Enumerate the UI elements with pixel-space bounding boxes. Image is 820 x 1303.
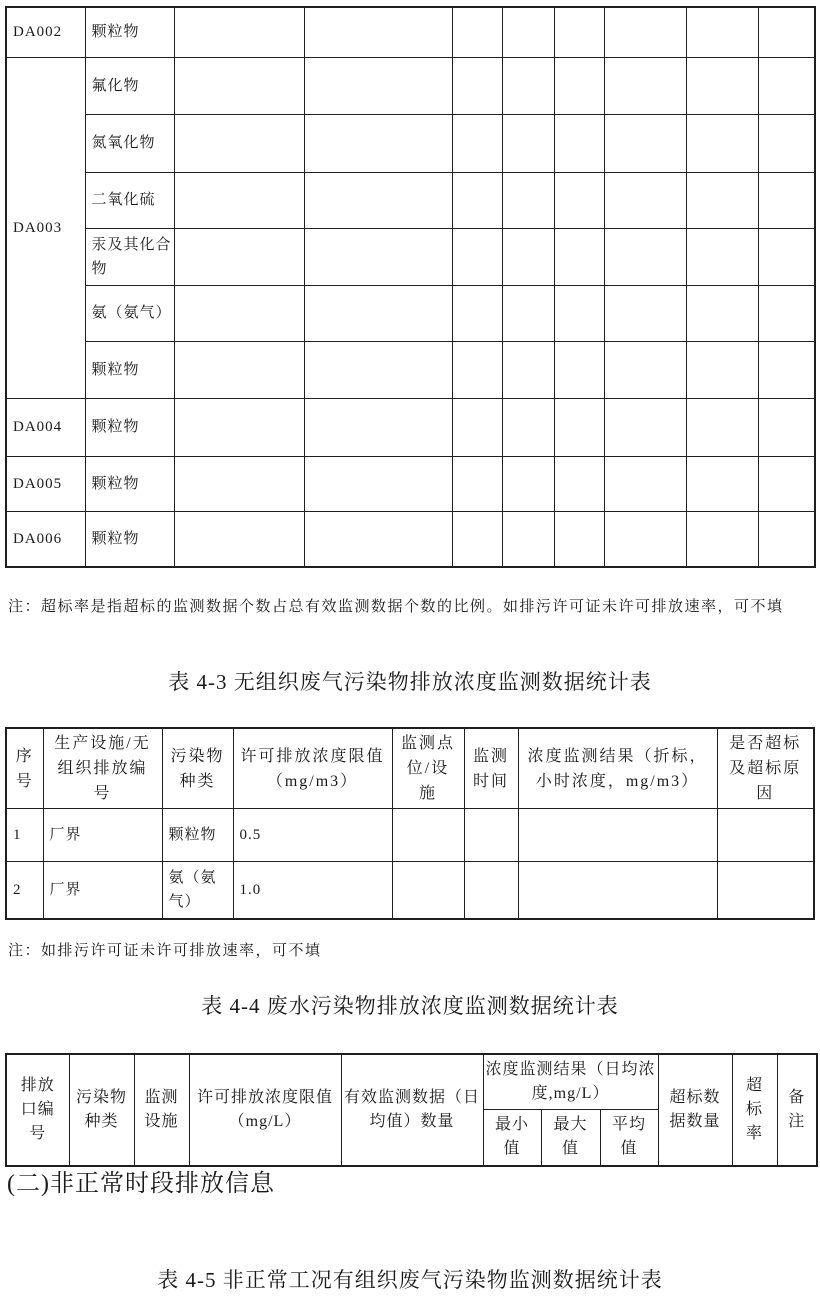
empty-cell bbox=[758, 456, 815, 511]
empty-cell bbox=[174, 172, 304, 228]
empty-cell bbox=[686, 456, 758, 511]
empty-cell bbox=[686, 114, 758, 172]
empty-cell bbox=[686, 398, 758, 456]
empty-cell bbox=[554, 285, 604, 341]
empty-cell bbox=[392, 862, 464, 919]
empty-cell bbox=[717, 862, 814, 919]
empty-cell bbox=[518, 862, 717, 919]
pollutant-cell: 颗粒物 bbox=[85, 7, 174, 57]
empty-cell bbox=[304, 172, 452, 228]
limit-cell: 1.0 bbox=[233, 862, 392, 919]
empty-cell bbox=[174, 398, 304, 456]
empty-cell bbox=[464, 862, 518, 919]
empty-cell bbox=[604, 285, 686, 341]
note-exceedance-rate: 注：超标率是指超标的监测数据个数占总有效监测数据个数的比例。如排污许可证未许可排放速率，可不填 bbox=[8, 599, 784, 615]
empty-cell bbox=[758, 172, 815, 228]
empty-cell bbox=[554, 57, 604, 114]
empty-cell bbox=[174, 57, 304, 114]
pollutant-cell: 汞及其化合物 bbox=[85, 228, 174, 285]
table-row bbox=[6, 398, 815, 456]
table-row bbox=[6, 285, 815, 341]
empty-cell bbox=[604, 228, 686, 285]
col-header-valid-count: 有效监测数据（日均值）数量 bbox=[341, 1054, 483, 1166]
empty-cell bbox=[304, 114, 452, 172]
header-row bbox=[6, 728, 814, 809]
empty-cell bbox=[686, 7, 758, 57]
empty-cell bbox=[452, 114, 502, 172]
empty-cell bbox=[452, 7, 502, 57]
table-row bbox=[6, 341, 815, 398]
empty-cell bbox=[304, 57, 452, 114]
outlet-code-cell: DA002 bbox=[6, 7, 85, 57]
fugitive-waste-gas-table bbox=[5, 727, 815, 920]
empty-cell bbox=[452, 511, 502, 567]
empty-cell bbox=[554, 398, 604, 456]
empty-cell bbox=[758, 398, 815, 456]
empty-cell bbox=[758, 57, 815, 114]
index-cell: 1 bbox=[6, 809, 43, 862]
table-row bbox=[6, 57, 815, 114]
empty-cell bbox=[304, 7, 452, 57]
empty-cell bbox=[717, 809, 814, 862]
empty-cell bbox=[452, 341, 502, 398]
index-cell: 2 bbox=[6, 862, 43, 919]
col-header-result-group: 浓度监测结果（日均浓度,mg/L） bbox=[483, 1054, 658, 1109]
empty-cell bbox=[554, 341, 604, 398]
empty-cell bbox=[554, 511, 604, 567]
col-header-avg: 平均值 bbox=[600, 1109, 658, 1166]
empty-cell bbox=[604, 7, 686, 57]
col-header-point: 监测点位/设施 bbox=[392, 728, 464, 809]
note-permit-rate: 注：如排污许可证未许可排放速率，可不填 bbox=[8, 943, 322, 959]
empty-cell bbox=[604, 341, 686, 398]
col-header-pollutant: 污染物种类 bbox=[162, 728, 233, 809]
limit-cell: 0.5 bbox=[233, 809, 392, 862]
table-4-4-title: 表 4-4 废水污染物排放浓度监测数据统计表 bbox=[201, 994, 619, 1018]
section-heading-abnormal-period: (二)非正常时段排放信息 bbox=[7, 1171, 275, 1197]
empty-cell bbox=[686, 228, 758, 285]
empty-cell bbox=[174, 228, 304, 285]
empty-cell bbox=[554, 228, 604, 285]
empty-cell bbox=[758, 511, 815, 567]
col-header-time: 监测时间 bbox=[464, 728, 518, 809]
pollutant-cell: 颗粒物 bbox=[85, 341, 174, 398]
col-header-pollutant: 污染物种类 bbox=[69, 1054, 134, 1166]
empty-cell bbox=[758, 114, 815, 172]
empty-cell bbox=[502, 172, 554, 228]
empty-cell bbox=[304, 456, 452, 511]
empty-cell bbox=[502, 398, 554, 456]
empty-cell bbox=[174, 7, 304, 57]
empty-cell bbox=[604, 456, 686, 511]
empty-cell bbox=[686, 341, 758, 398]
col-header-limit: 许可排放浓度限值（mg/m3） bbox=[233, 728, 392, 809]
empty-cell bbox=[174, 456, 304, 511]
col-header-max: 最大值 bbox=[541, 1109, 600, 1166]
empty-cell bbox=[464, 809, 518, 862]
empty-cell bbox=[686, 172, 758, 228]
col-header-remark: 备注 bbox=[777, 1054, 817, 1166]
col-header-min: 最小值 bbox=[483, 1109, 541, 1166]
empty-cell bbox=[502, 456, 554, 511]
outlet-code-cell: DA003 bbox=[6, 57, 85, 398]
pollutant-cell: 氨（氨气） bbox=[162, 862, 233, 919]
empty-cell bbox=[758, 228, 815, 285]
col-header-facility: 生产设施/无组织排放编号 bbox=[43, 728, 162, 809]
empty-cell bbox=[758, 285, 815, 341]
empty-cell bbox=[452, 228, 502, 285]
table-row bbox=[6, 456, 815, 511]
empty-cell bbox=[452, 456, 502, 511]
col-header-outlet: 排放口编号 bbox=[6, 1054, 69, 1166]
empty-cell bbox=[502, 57, 554, 114]
empty-cell bbox=[554, 456, 604, 511]
table-row bbox=[6, 114, 815, 172]
pollutant-cell: 颗粒物 bbox=[85, 456, 174, 511]
pollutant-cell: 氮氧化物 bbox=[85, 114, 174, 172]
col-header-index: 序号 bbox=[6, 728, 43, 809]
table-4-3-title: 表 4-3 无组织废气污染物排放浓度监测数据统计表 bbox=[168, 670, 652, 694]
outlet-code-cell: DA005 bbox=[6, 456, 85, 511]
empty-cell bbox=[304, 228, 452, 285]
facility-cell: 厂界 bbox=[43, 862, 162, 919]
empty-cell bbox=[554, 7, 604, 57]
col-header-result: 浓度监测结果（折标，小时浓度，mg/m3） bbox=[518, 728, 717, 809]
empty-cell bbox=[502, 511, 554, 567]
col-header-facility: 监测设施 bbox=[134, 1054, 189, 1166]
wastewater-monitoring-table bbox=[5, 1053, 818, 1167]
empty-cell bbox=[304, 285, 452, 341]
empty-cell bbox=[604, 114, 686, 172]
empty-cell bbox=[604, 398, 686, 456]
empty-cell bbox=[604, 511, 686, 567]
col-header-limit: 许可排放浓度限值（mg/L） bbox=[189, 1054, 341, 1166]
table-row bbox=[6, 511, 815, 567]
empty-cell bbox=[392, 809, 464, 862]
table-4-5-title: 表 4-5 非正常工况有组织废气污染物监测数据统计表 bbox=[157, 1268, 663, 1292]
empty-cell bbox=[452, 285, 502, 341]
empty-cell bbox=[502, 341, 554, 398]
empty-cell bbox=[174, 511, 304, 567]
pollutant-cell: 颗粒物 bbox=[162, 809, 233, 862]
empty-cell bbox=[604, 172, 686, 228]
table-row bbox=[6, 7, 815, 57]
pollutant-cell: 颗粒物 bbox=[85, 398, 174, 456]
empty-cell bbox=[554, 172, 604, 228]
empty-cell bbox=[452, 57, 502, 114]
empty-cell bbox=[174, 341, 304, 398]
empty-cell bbox=[502, 114, 554, 172]
empty-cell bbox=[174, 114, 304, 172]
pollutant-cell: 氟化物 bbox=[85, 57, 174, 114]
outlet-code-cell: DA006 bbox=[6, 511, 85, 567]
empty-cell bbox=[174, 285, 304, 341]
pollutant-cell: 颗粒物 bbox=[85, 511, 174, 567]
empty-cell bbox=[304, 341, 452, 398]
table-row bbox=[6, 862, 814, 919]
empty-cell bbox=[554, 114, 604, 172]
col-header-exceed: 是否超标及超标原因 bbox=[717, 728, 814, 809]
empty-cell bbox=[686, 285, 758, 341]
empty-cell bbox=[452, 398, 502, 456]
table-row bbox=[6, 809, 814, 862]
table-row bbox=[6, 228, 815, 285]
empty-cell bbox=[604, 57, 686, 114]
facility-cell: 厂界 bbox=[43, 809, 162, 862]
empty-cell bbox=[758, 7, 815, 57]
empty-cell bbox=[758, 341, 815, 398]
header-row bbox=[6, 1054, 817, 1109]
empty-cell bbox=[502, 285, 554, 341]
empty-cell bbox=[502, 7, 554, 57]
empty-cell bbox=[686, 511, 758, 567]
outlet-code-cell: DA004 bbox=[6, 398, 85, 456]
col-header-exceed-count: 超标数据数量 bbox=[658, 1054, 732, 1166]
pollutant-cell: 二氧化硫 bbox=[85, 172, 174, 228]
empty-cell bbox=[502, 228, 554, 285]
empty-cell bbox=[686, 57, 758, 114]
empty-cell bbox=[304, 398, 452, 456]
empty-cell bbox=[518, 809, 717, 862]
pollutant-cell: 氨（氨气） bbox=[85, 285, 174, 341]
table-row bbox=[6, 172, 815, 228]
col-header-exceed-rate: 超标率 bbox=[732, 1054, 777, 1166]
empty-cell bbox=[304, 511, 452, 567]
organized-waste-gas-table bbox=[5, 6, 816, 568]
empty-cell bbox=[452, 172, 502, 228]
